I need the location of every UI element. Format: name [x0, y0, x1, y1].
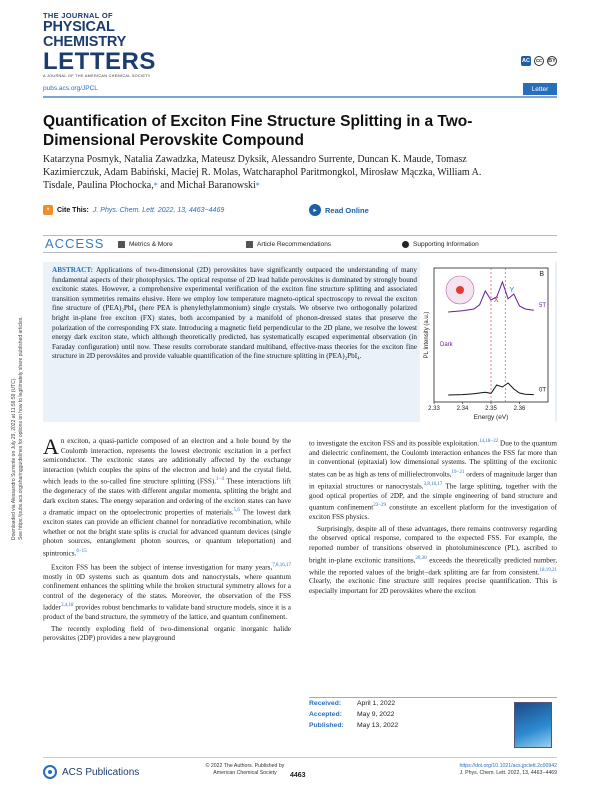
citation-ref[interactable]: 20,30	[415, 555, 427, 561]
abstract	[52, 266, 417, 362]
authors-text: Katarzyna Posmyk, Natalia Zawadzka, Mateusz Dyksik, Alessandro Surrente, Duncan K. Maude, Tomasz Kazimierczuk, Adam Babiński, Maciej R. Molas, Watcharaphol Paritmongkol, Mirosław Mączka, William A. Tisdale, Paulina Płochocka,	[43, 154, 482, 192]
body-paragraph	[43, 561, 291, 623]
body-right-column	[309, 437, 557, 599]
body-paragraph	[43, 434, 292, 559]
acs-publications-logo[interactable]	[43, 765, 139, 779]
text-span: constitute an excellent platform for the investigation of exciton FSS physics.	[309, 503, 557, 522]
bar-chart-icon	[118, 241, 125, 248]
citation-ref[interactable]: 19−21	[451, 470, 465, 476]
read-online-icon: ▸	[309, 204, 321, 216]
citation-ref[interactable]: 23−29	[373, 503, 387, 509]
text-span: orders of magnitude larger than in epitaxial structures or nanocrystals.	[309, 470, 557, 491]
journal-line1: THE JOURNAL OF	[43, 11, 113, 20]
journal-url-link[interactable]: pubs.acs.org/JPCL	[43, 85, 98, 92]
text-span: The lowest dark exciton states can provide an efficient channel for nonradiative recombination, while whether or not the bright state splits is crucial for advanced quantum devices (single photon sources, entanglement photon sources, or quantum teleportation) and spintronics.	[43, 508, 291, 558]
footer-rule	[43, 757, 557, 758]
access-label: ACCESS	[45, 236, 105, 251]
acs-logo-icon	[43, 765, 57, 779]
x-tick-label: 2.34	[456, 406, 469, 412]
text-span: The recently exploding field of two-dimensional organic inorganic halide perovskites (2DP) provides a new playground	[43, 624, 291, 643]
accepted-date: May 9, 2022	[357, 711, 395, 718]
label-Dark: Dark	[440, 342, 453, 348]
authors-conj: and Michał Baranowski	[157, 180, 256, 192]
recommendations-label: Article Recommendations	[257, 241, 332, 248]
journal-subtitle: A JOURNAL OF THE AMERICAN CHEMICAL SOCIETY	[43, 74, 151, 78]
text-span: Exciton FSS has been the subject of intense investigation for many years,	[51, 563, 273, 572]
text-span: Due to the quantum and dielectric confinement, the Coulomb interaction enhances the FSS far more than in conventional (epitaxial) low dimensional systems. The splitting of the excitonic states can be as high as tens of millielectronvolts,	[309, 439, 558, 479]
by-license-icon[interactable]: BY	[548, 58, 556, 64]
citation-ref[interactable]: 3,4,18	[60, 603, 74, 609]
text-span: The large splitting, together with the good optical properties of 2DP, and the simple engineering of band structure and quantum confinement	[309, 482, 557, 512]
metrics-label: Metrics & More	[129, 241, 173, 248]
download-note-line1: Downloaded via Alessandro Surrente on July 29, 2022 at 11:59:59 (UTC).	[11, 377, 17, 540]
label-B: B	[539, 271, 544, 278]
copyright	[195, 763, 295, 777]
citation-ref[interactable]: 6−15	[76, 548, 87, 554]
document-icon	[246, 241, 253, 248]
journal-logo	[43, 12, 193, 79]
published-label: Published:	[309, 722, 344, 729]
text-span: Clearly, the excitonic fine structure still requires precise quantification. This is especially important for 2D perovskites where the exciton	[309, 577, 557, 595]
header-rule	[43, 84, 557, 98]
accepted-label: Accepted:	[309, 711, 342, 718]
received-label: Received:	[309, 700, 342, 707]
series-label-0T: 0T	[538, 387, 546, 394]
citation-ref[interactable]: 5,6	[233, 508, 240, 514]
text-span: to investigate the exciton FSS and its possible exploitation.	[309, 439, 480, 448]
ac-badge[interactable]: AC	[522, 58, 530, 64]
journal-cover-thumbnail[interactable]	[514, 702, 552, 748]
metrics-link[interactable]	[118, 241, 173, 248]
article-type-tag: Letter	[523, 83, 557, 95]
body-paragraph	[43, 625, 291, 644]
citation-ref[interactable]: 3,8,16,17	[423, 481, 443, 487]
text-span: provides robust benchmarks to validate band structure models, since it is a product of the band structure, the symmetry of the lattice, and quantum confinement.	[43, 603, 291, 622]
quote-icon: ❝	[43, 205, 53, 215]
corresponding-author-mark[interactable]: *	[255, 181, 260, 191]
cite-reference[interactable]: J. Phys. Chem. Lett. 2022, 13, 4463−4469	[92, 206, 225, 214]
toc-chart	[420, 262, 555, 422]
received-date: April 1, 2022	[357, 700, 396, 707]
body-paragraph	[309, 525, 557, 597]
article-title: Quantification of Exciton Fine Structure Splitting in a Two-Dimensional Perovskite Compound	[43, 113, 473, 149]
license-badges	[521, 56, 557, 66]
cite-label: Cite This:	[57, 206, 89, 214]
journal-citation: J. Phys. Chem. Lett. 2022, 13, 4463−4469	[459, 770, 557, 776]
x-tick-label: 2.33	[428, 406, 440, 412]
read-online-button[interactable]	[309, 202, 369, 218]
published-date: May 13, 2022	[357, 722, 399, 729]
download-note	[6, 240, 36, 540]
download-note-line2: See https://pubs.acs.org/sharingguidelines for options on how to legitimately share published articles.	[18, 316, 24, 540]
x-tick-label: 2.36	[513, 406, 526, 412]
body-left-column	[43, 434, 292, 646]
journal-line2: PHYSICAL CHEMISTRY	[43, 19, 127, 50]
supporting-info-label: Supporting Information	[413, 241, 479, 248]
label-X: X	[493, 297, 499, 304]
text-span: These interactions lift the degeneracy of the states with different angular momenta, splitting the bright and dark exciton states. The energy separation and ordering of the exciton states can have a dramatic impact on the optoelectronic properties of materials.	[43, 477, 292, 517]
read-online-label: Read Online	[325, 205, 369, 215]
x-axis-label: Energy (eV)	[473, 414, 509, 421]
cite-this[interactable]	[43, 205, 224, 215]
author-list	[43, 153, 513, 193]
series-label-5T: 5T	[538, 303, 546, 310]
inset-core	[456, 286, 464, 294]
copyright-line1: © 2022 The Authors. Published by	[205, 763, 285, 769]
doi-link[interactable]: https://doi.org/10.1021/acs.jpclett.2c00942	[459, 763, 557, 769]
abstract-text: Applications of two-dimensional (2D) perovskites have significantly outpaced the understanding of many fundamental aspects of their photophysics. The optical response of 2D lead halide perovskites is dominated by strongly bound excitonic states. However, a comprehensive experimental verification of the exciton fine structure splitting and associated transition symmetries remains elusive. Here we employ low temperature magneto-optical spectroscopy to reveal the exciton fine structure of (PEA)₂PbI₄ (here PEA is phenylethylammonium) single crystals. We observe two orthogonally polarized bright in-plane free exciton (FX) states, both accompanied by a manifold of phonon-dressed states that preserve the polarization of the corresponding FX state. Introducing a magnetic field perpendicular to the 2D plane, we resolve the lowest energy dark exciton state, which although theoretically predicted, has systematically escaped experimental observation (in Faraday configuration) until now. These results corroborate standard multiband, effective-mass theories for the exciton fine structure in 2D perovskites and provide valuable quantification of the fine structure splitting in (PEA)₂PbI₄.	[52, 266, 417, 361]
y-axis-label: PL Intensity (a.u.)	[424, 311, 430, 359]
x-tick-label: 2.35	[485, 406, 497, 412]
text-span: mostly in 0D systems such as quantum dots and nanocrystals, where quantum confinement enhances the splitting while the broken structural symmetry allows for a control of the degeneracy of the states. Moreover, the observation of the FSS ladder	[43, 572, 291, 612]
doi-block	[420, 763, 557, 777]
citation-ref[interactable]: 7,8,16,17	[272, 562, 291, 568]
text-span: n exciton, a quasi-particle composed of an electron and a hole bound by the Coulomb interaction, represents the lowest electronic excitation in a perfect semiconductor. The excitonic states are additionally affected by the exchange interaction (which couples the spins of the electron and hole) and the crystal field, which leads to the so-called fine structure splitting (FSS).	[43, 437, 291, 486]
publisher-name: ACS Publications	[62, 766, 140, 778]
text-span: exceeds the theoretically predicted number, while the reported values of the bright−dark splitting are far from consistent.	[309, 555, 557, 576]
text-span: Surprisingly, despite all of these advantages, there remains controversy regarding the observed optical response, compared to the expected FSS. For example, the reported number of transitions observed in photoluminescence (PL), ascribed to bright in-plane excitonic transitions,	[309, 524, 557, 564]
journal-line3: LETTERS	[43, 48, 156, 75]
cc-license-icon[interactable]: cc	[535, 58, 543, 64]
body-paragraph	[309, 437, 557, 523]
corresponding-author-mark[interactable]: *	[153, 181, 158, 191]
page-number: 4463	[290, 772, 306, 779]
drop-cap: A	[43, 434, 59, 459]
citation-ref[interactable]: 14,18−22	[479, 439, 499, 444]
abstract-lead: ABSTRACT:	[52, 266, 94, 274]
copyright-line2: American Chemical Society	[213, 770, 277, 776]
citation-ref[interactable]: 1−4	[216, 477, 224, 483]
citation-ref[interactable]: 18,19,21	[539, 567, 557, 573]
recommendations-link[interactable]	[246, 241, 331, 248]
supporting-info-icon	[402, 241, 409, 248]
supporting-info-link[interactable]	[402, 241, 479, 248]
label-Y: Y	[509, 287, 515, 294]
